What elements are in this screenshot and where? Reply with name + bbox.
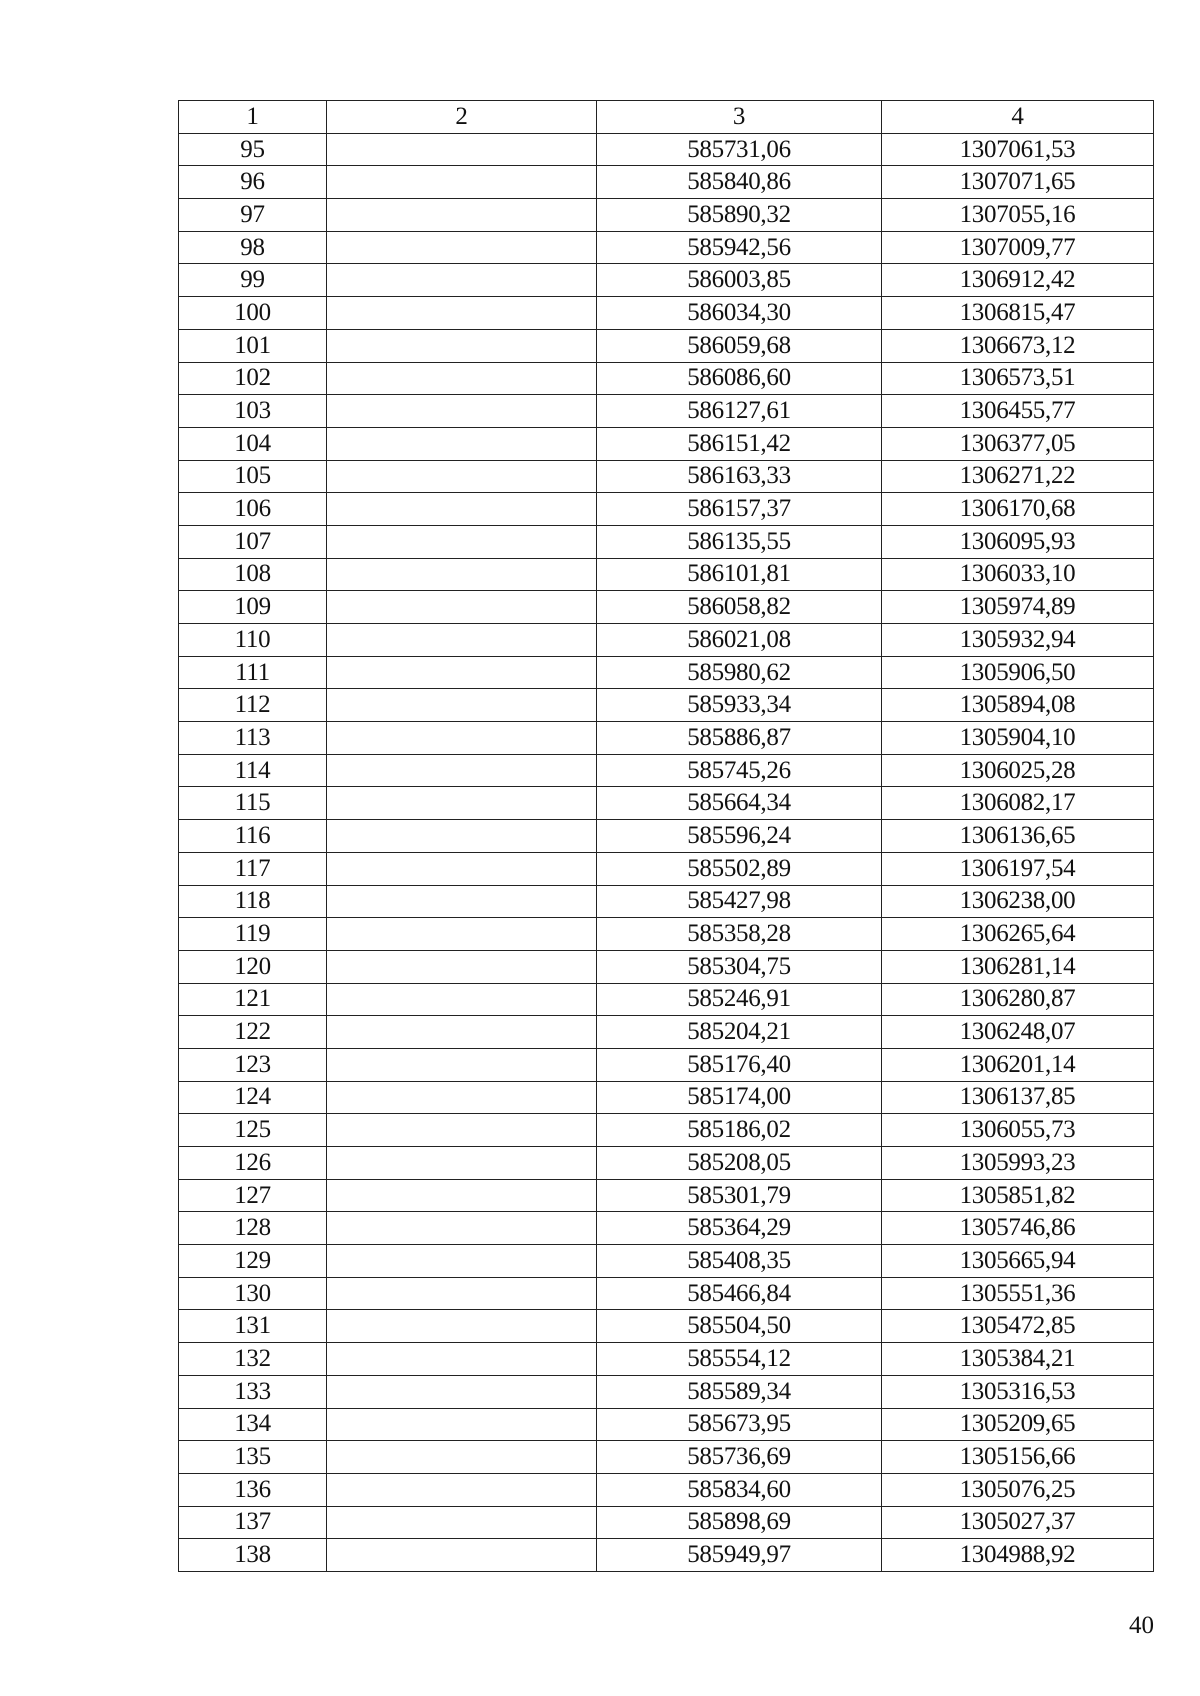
x-coordinate-cell: 585554,12 — [597, 1343, 882, 1376]
y-coordinate-cell: 1305316,53 — [882, 1375, 1154, 1408]
table-row — [179, 820, 1154, 853]
empty-cell — [327, 1212, 597, 1245]
point-number-cell: 135 — [179, 1441, 327, 1474]
x-coordinate-cell: 585408,35 — [597, 1245, 882, 1278]
y-coordinate-cell: 1306280,87 — [882, 983, 1154, 1016]
y-coordinate-cell: 1306197,54 — [882, 852, 1154, 885]
x-coordinate-cell: 585246,91 — [597, 983, 882, 1016]
table-row — [179, 329, 1154, 362]
y-coordinate-cell: 1305027,37 — [882, 1506, 1154, 1539]
point-number-cell: 97 — [179, 199, 327, 232]
header-col-2: 2 — [327, 101, 597, 134]
empty-cell — [327, 1408, 597, 1441]
table-row — [179, 918, 1154, 951]
page-number: 40 — [1129, 1612, 1154, 1639]
point-number-cell: 122 — [179, 1016, 327, 1049]
empty-cell — [327, 264, 597, 297]
x-coordinate-cell: 586163,33 — [597, 460, 882, 493]
point-number-cell: 95 — [179, 133, 327, 166]
y-coordinate-cell: 1306265,64 — [882, 918, 1154, 951]
y-coordinate-cell: 1305384,21 — [882, 1343, 1154, 1376]
y-coordinate-cell: 1306201,14 — [882, 1048, 1154, 1081]
x-coordinate-cell: 585596,24 — [597, 820, 882, 853]
x-coordinate-cell: 585898,69 — [597, 1506, 882, 1539]
y-coordinate-cell: 1306170,68 — [882, 493, 1154, 526]
table-row — [179, 362, 1154, 395]
empty-cell — [327, 231, 597, 264]
table-row — [179, 852, 1154, 885]
x-coordinate-cell: 585980,62 — [597, 656, 882, 689]
point-number-cell: 98 — [179, 231, 327, 264]
table-row — [179, 1245, 1154, 1278]
table-row — [179, 1081, 1154, 1114]
point-number-cell: 131 — [179, 1310, 327, 1343]
empty-cell — [327, 460, 597, 493]
point-number-cell: 111 — [179, 656, 327, 689]
table-row — [179, 754, 1154, 787]
x-coordinate-cell: 585304,75 — [597, 950, 882, 983]
empty-cell — [327, 362, 597, 395]
point-number-cell: 129 — [179, 1245, 327, 1278]
table-header — [179, 101, 1154, 134]
y-coordinate-cell: 1307055,16 — [882, 199, 1154, 232]
x-coordinate-cell: 586021,08 — [597, 624, 882, 657]
table-row — [179, 395, 1154, 428]
point-number-cell: 100 — [179, 297, 327, 330]
x-coordinate-cell: 585886,87 — [597, 722, 882, 755]
x-coordinate-cell: 585673,95 — [597, 1408, 882, 1441]
y-coordinate-cell: 1306238,00 — [882, 885, 1154, 918]
table-row — [179, 297, 1154, 330]
x-coordinate-cell: 586003,85 — [597, 264, 882, 297]
table-row — [179, 591, 1154, 624]
empty-cell — [327, 918, 597, 951]
empty-cell — [327, 1343, 597, 1376]
empty-cell — [327, 1081, 597, 1114]
point-number-cell: 101 — [179, 329, 327, 362]
point-number-cell: 96 — [179, 166, 327, 199]
empty-cell — [327, 1375, 597, 1408]
y-coordinate-cell: 1307061,53 — [882, 133, 1154, 166]
empty-cell — [327, 199, 597, 232]
x-coordinate-cell: 586101,81 — [597, 558, 882, 591]
x-coordinate-cell: 585208,05 — [597, 1147, 882, 1180]
table-row — [179, 624, 1154, 657]
y-coordinate-cell: 1306573,51 — [882, 362, 1154, 395]
table-row — [179, 558, 1154, 591]
y-coordinate-cell: 1305906,50 — [882, 656, 1154, 689]
point-number-cell: 105 — [179, 460, 327, 493]
y-coordinate-cell: 1306055,73 — [882, 1114, 1154, 1147]
table-row — [179, 1375, 1154, 1408]
y-coordinate-cell: 1305904,10 — [882, 722, 1154, 755]
y-coordinate-cell: 1305209,65 — [882, 1408, 1154, 1441]
y-coordinate-cell: 1306082,17 — [882, 787, 1154, 820]
empty-cell — [327, 133, 597, 166]
x-coordinate-cell: 586058,82 — [597, 591, 882, 624]
table-row — [179, 1539, 1154, 1572]
point-number-cell: 118 — [179, 885, 327, 918]
x-coordinate-cell: 585427,98 — [597, 885, 882, 918]
point-number-cell: 124 — [179, 1081, 327, 1114]
empty-cell — [327, 820, 597, 853]
table-row — [179, 950, 1154, 983]
empty-cell — [327, 983, 597, 1016]
y-coordinate-cell: 1306271,22 — [882, 460, 1154, 493]
y-coordinate-cell: 1306673,12 — [882, 329, 1154, 362]
empty-cell — [327, 427, 597, 460]
point-number-cell: 126 — [179, 1147, 327, 1180]
empty-cell — [327, 950, 597, 983]
y-coordinate-cell: 1306815,47 — [882, 297, 1154, 330]
empty-cell — [327, 689, 597, 722]
empty-cell — [327, 1310, 597, 1343]
y-coordinate-cell: 1306136,65 — [882, 820, 1154, 853]
x-coordinate-cell: 585186,02 — [597, 1114, 882, 1147]
y-coordinate-cell: 1305746,86 — [882, 1212, 1154, 1245]
x-coordinate-cell: 585502,89 — [597, 852, 882, 885]
y-coordinate-cell: 1306095,93 — [882, 525, 1154, 558]
table-row — [179, 264, 1154, 297]
empty-cell — [327, 1245, 597, 1278]
empty-cell — [327, 395, 597, 428]
table-row — [179, 1212, 1154, 1245]
empty-cell — [327, 852, 597, 885]
x-coordinate-cell: 585840,86 — [597, 166, 882, 199]
table-row — [179, 1310, 1154, 1343]
table-row — [179, 1473, 1154, 1506]
x-coordinate-cell: 585204,21 — [597, 1016, 882, 1049]
point-number-cell: 136 — [179, 1473, 327, 1506]
y-coordinate-cell: 1307071,65 — [882, 166, 1154, 199]
point-number-cell: 133 — [179, 1375, 327, 1408]
table-row — [179, 983, 1154, 1016]
y-coordinate-cell: 1304988,92 — [882, 1539, 1154, 1572]
x-coordinate-cell: 586034,30 — [597, 297, 882, 330]
table-row — [179, 1277, 1154, 1310]
x-coordinate-cell: 585301,79 — [597, 1179, 882, 1212]
empty-cell — [327, 1179, 597, 1212]
x-coordinate-cell: 585466,84 — [597, 1277, 882, 1310]
empty-cell — [327, 787, 597, 820]
empty-cell — [327, 493, 597, 526]
x-coordinate-cell: 585174,00 — [597, 1081, 882, 1114]
point-number-cell: 117 — [179, 852, 327, 885]
empty-cell — [327, 1506, 597, 1539]
empty-cell — [327, 591, 597, 624]
x-coordinate-cell: 585504,50 — [597, 1310, 882, 1343]
point-number-cell: 112 — [179, 689, 327, 722]
empty-cell — [327, 558, 597, 591]
point-number-cell: 128 — [179, 1212, 327, 1245]
x-coordinate-cell: 585834,60 — [597, 1473, 882, 1506]
y-coordinate-cell: 1306281,14 — [882, 950, 1154, 983]
table-row — [179, 885, 1154, 918]
y-coordinate-cell: 1306033,10 — [882, 558, 1154, 591]
point-number-cell: 110 — [179, 624, 327, 657]
point-number-cell: 120 — [179, 950, 327, 983]
table-row — [179, 656, 1154, 689]
table-row — [179, 525, 1154, 558]
point-number-cell: 107 — [179, 525, 327, 558]
point-number-cell: 119 — [179, 918, 327, 951]
x-coordinate-cell: 586059,68 — [597, 329, 882, 362]
table-row — [179, 722, 1154, 755]
empty-cell — [327, 885, 597, 918]
empty-cell — [327, 1539, 597, 1572]
x-coordinate-cell: 585942,56 — [597, 231, 882, 264]
empty-cell — [327, 1441, 597, 1474]
table-row — [179, 1114, 1154, 1147]
header-col-3: 3 — [597, 101, 882, 134]
point-number-cell: 106 — [179, 493, 327, 526]
x-coordinate-cell: 585890,32 — [597, 199, 882, 232]
x-coordinate-cell: 585176,40 — [597, 1048, 882, 1081]
table-row — [179, 199, 1154, 232]
empty-cell — [327, 722, 597, 755]
point-number-cell: 113 — [179, 722, 327, 755]
point-number-cell: 125 — [179, 1114, 327, 1147]
y-coordinate-cell: 1307009,77 — [882, 231, 1154, 264]
table-row — [179, 1343, 1154, 1376]
y-coordinate-cell: 1305932,94 — [882, 624, 1154, 657]
header-col-1: 1 — [179, 101, 327, 134]
point-number-cell: 121 — [179, 983, 327, 1016]
table-row — [179, 1048, 1154, 1081]
y-coordinate-cell: 1306137,85 — [882, 1081, 1154, 1114]
x-coordinate-cell: 585364,29 — [597, 1212, 882, 1245]
header-row — [179, 101, 1154, 134]
y-coordinate-cell: 1306025,28 — [882, 754, 1154, 787]
empty-cell — [327, 1473, 597, 1506]
point-number-cell: 109 — [179, 591, 327, 624]
point-number-cell: 132 — [179, 1343, 327, 1376]
y-coordinate-cell: 1306248,07 — [882, 1016, 1154, 1049]
empty-cell — [327, 1048, 597, 1081]
empty-cell — [327, 1016, 597, 1049]
y-coordinate-cell: 1306912,42 — [882, 264, 1154, 297]
x-coordinate-cell: 586157,37 — [597, 493, 882, 526]
point-number-cell: 123 — [179, 1048, 327, 1081]
table-body — [179, 133, 1154, 1571]
table-row — [179, 166, 1154, 199]
point-number-cell: 108 — [179, 558, 327, 591]
point-number-cell: 130 — [179, 1277, 327, 1310]
table-row — [179, 231, 1154, 264]
point-number-cell: 116 — [179, 820, 327, 853]
coordinates-table — [178, 100, 1154, 1572]
table-row — [179, 1441, 1154, 1474]
y-coordinate-cell: 1305551,36 — [882, 1277, 1154, 1310]
point-number-cell: 102 — [179, 362, 327, 395]
point-number-cell: 127 — [179, 1179, 327, 1212]
table-row — [179, 1506, 1154, 1539]
y-coordinate-cell: 1306377,05 — [882, 427, 1154, 460]
table-row — [179, 133, 1154, 166]
point-number-cell: 104 — [179, 427, 327, 460]
empty-cell — [327, 297, 597, 330]
table-row — [179, 493, 1154, 526]
empty-cell — [327, 525, 597, 558]
empty-cell — [327, 656, 597, 689]
x-coordinate-cell: 586151,42 — [597, 427, 882, 460]
empty-cell — [327, 1114, 597, 1147]
point-number-cell: 134 — [179, 1408, 327, 1441]
y-coordinate-cell: 1305156,66 — [882, 1441, 1154, 1474]
x-coordinate-cell: 586127,61 — [597, 395, 882, 428]
x-coordinate-cell: 586135,55 — [597, 525, 882, 558]
table-row — [179, 787, 1154, 820]
x-coordinate-cell: 585745,26 — [597, 754, 882, 787]
table-row — [179, 1179, 1154, 1212]
x-coordinate-cell: 585731,06 — [597, 133, 882, 166]
point-number-cell: 114 — [179, 754, 327, 787]
empty-cell — [327, 1147, 597, 1180]
x-coordinate-cell: 585589,34 — [597, 1375, 882, 1408]
y-coordinate-cell: 1306455,77 — [882, 395, 1154, 428]
table-row — [179, 427, 1154, 460]
table-row — [179, 1147, 1154, 1180]
empty-cell — [327, 624, 597, 657]
empty-cell — [327, 754, 597, 787]
empty-cell — [327, 1277, 597, 1310]
y-coordinate-cell: 1305665,94 — [882, 1245, 1154, 1278]
y-coordinate-cell: 1305076,25 — [882, 1473, 1154, 1506]
y-coordinate-cell: 1305993,23 — [882, 1147, 1154, 1180]
y-coordinate-cell: 1305472,85 — [882, 1310, 1154, 1343]
point-number-cell: 137 — [179, 1506, 327, 1539]
point-number-cell: 99 — [179, 264, 327, 297]
table-row — [179, 1408, 1154, 1441]
x-coordinate-cell: 585664,34 — [597, 787, 882, 820]
y-coordinate-cell: 1305851,82 — [882, 1179, 1154, 1212]
x-coordinate-cell: 585933,34 — [597, 689, 882, 722]
table-row — [179, 689, 1154, 722]
x-coordinate-cell: 585358,28 — [597, 918, 882, 951]
header-col-4: 4 — [882, 101, 1154, 134]
point-number-cell: 115 — [179, 787, 327, 820]
point-number-cell: 103 — [179, 395, 327, 428]
x-coordinate-cell: 586086,60 — [597, 362, 882, 395]
y-coordinate-cell: 1305974,89 — [882, 591, 1154, 624]
table-row — [179, 1016, 1154, 1049]
y-coordinate-cell: 1305894,08 — [882, 689, 1154, 722]
x-coordinate-cell: 585736,69 — [597, 1441, 882, 1474]
empty-cell — [327, 329, 597, 362]
x-coordinate-cell: 585949,97 — [597, 1539, 882, 1572]
point-number-cell: 138 — [179, 1539, 327, 1572]
table-row — [179, 460, 1154, 493]
empty-cell — [327, 166, 597, 199]
